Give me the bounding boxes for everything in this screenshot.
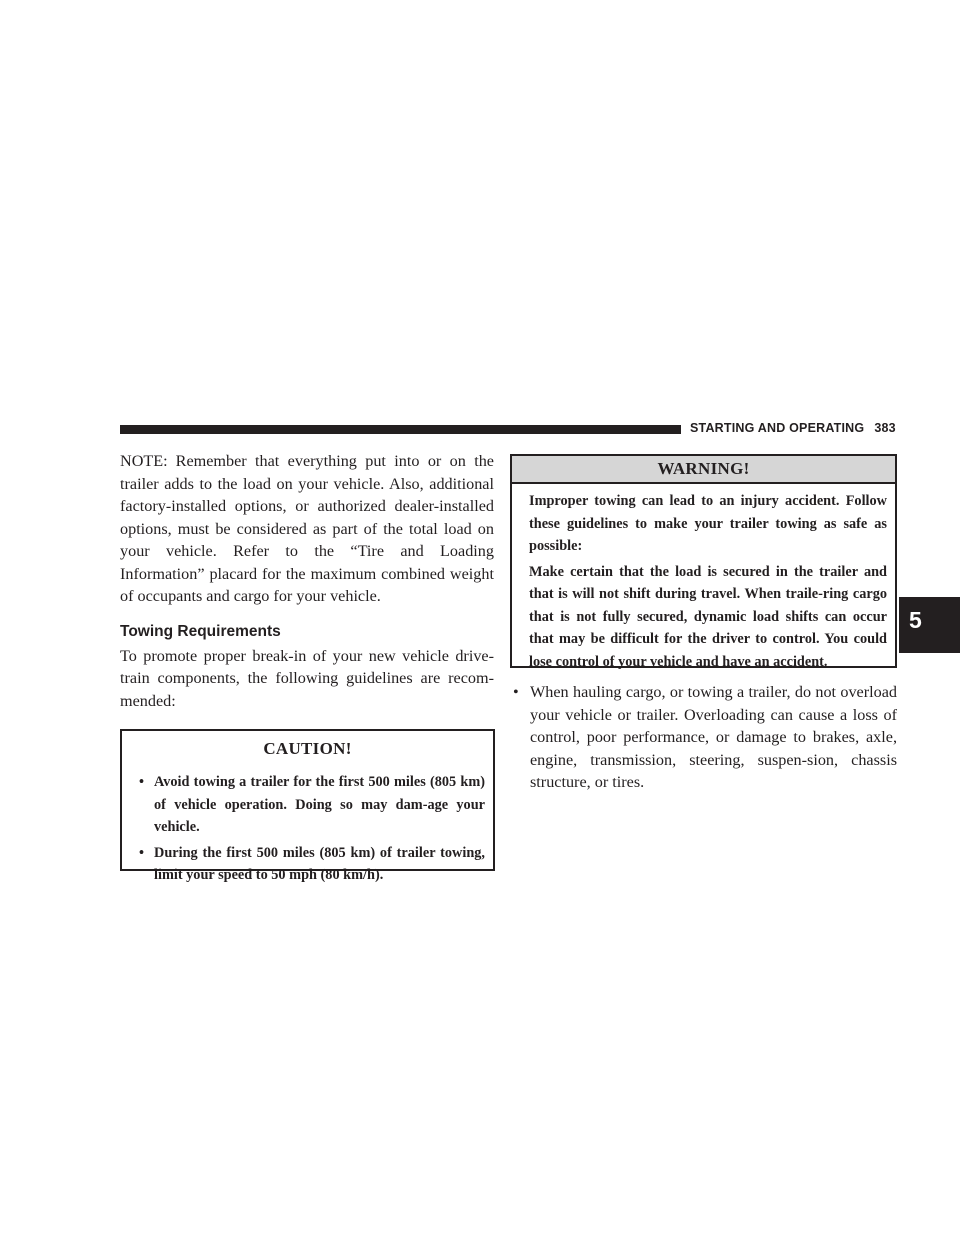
caution-box [120, 729, 495, 883]
bullet-icon: • [139, 844, 145, 861]
caution-item-text: During the first 500 miles (805 km) of trailer towing, limit your speed to 50 mph (80 km/h). [154, 844, 485, 883]
warning-title: WARNING! [512, 456, 895, 484]
caution-title: CAUTION! [263, 739, 352, 758]
header-rule [120, 425, 681, 434]
section-title: STARTING AND OPERATING [690, 421, 865, 435]
bullet-list [510, 681, 897, 794]
note-label: NOTE: [120, 452, 168, 470]
warning-box [510, 454, 897, 668]
caution-item-text: Avoid towing a trailer for the first 500 miles (805 km) of vehicle operation. Doing so may dam-age your vehicle. [154, 774, 485, 835]
warning-paragraph: Make certain that the load is secured in the trailer and that is will not shift during travel. When traile-ring cargo that is not fully secured, dynamic load shifts can occur that may be difficult for the driver to control. You could lose control of your vehicle and have an accident. [529, 563, 887, 670]
bullet-icon: • [513, 683, 519, 701]
warning-body [512, 484, 895, 673]
chapter-tab [899, 597, 960, 653]
page-number: 383 [874, 421, 896, 435]
left-column [120, 450, 494, 883]
caution-list [130, 771, 485, 887]
note-text: Remember that everything put into or on the trailer adds to the load on your vehicle. Also, additional factory-installed options, or authorized dealer-installed options, must be considered as part of the total load on your vehicle. Refer to the “Tire and Loading Information” placard for the maximum combined weight of occupants and cargo for your vehicle. [120, 452, 494, 605]
bullet-icon: • [139, 774, 145, 790]
list-item-text: When hauling cargo, or towing a trailer, do not overload your vehicle or trailer. Overloading can cause a loss of control, poor performance, or damage to brakes, axle, engine, transmission, steering, suspen-sion, chassis structure, or tires. [530, 683, 897, 791]
towing-requirements-heading: Towing Requirements [120, 622, 281, 640]
caution-item [130, 771, 485, 839]
running-header [690, 421, 896, 435]
right-column [510, 454, 897, 794]
list-item [510, 681, 897, 794]
towing-requirements-intro: To promote proper break-in of your new vehicle drive-train components, the following guidelines are recom-mended: [120, 646, 494, 710]
warning-paragraph: Improper towing can lead to an injury accident. Follow these guidelines to make your trailer towing as safe as possible: [529, 493, 887, 554]
chapter-number: 5 [909, 607, 922, 633]
note-paragraph [120, 450, 494, 608]
caution-item [130, 842, 485, 887]
